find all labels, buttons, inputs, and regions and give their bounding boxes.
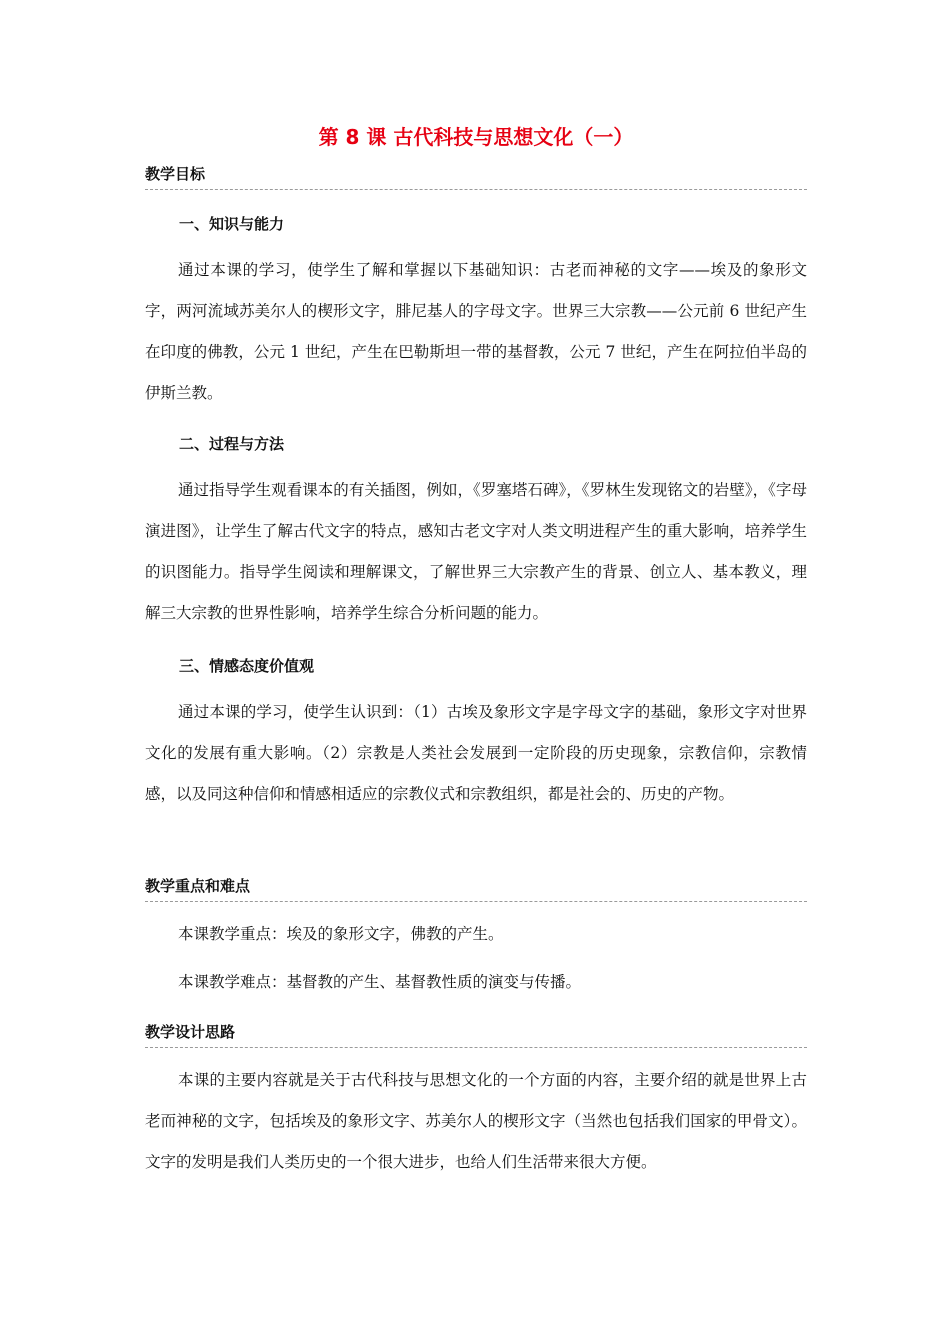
paragraph-difficulty: 本课教学难点：基督教的产生、基督教性质的演变与传播。 [178, 973, 582, 991]
paragraph-values: 通过本课的学习，使学生认识到：（1）古埃及象形文字是字母文字的基础，象形文字对世界文化的发展有重大影响。（2）宗教是人类社会发展到一定阶段的历史现象，宗教信仰，宗教情感，以及同这种信仰和情感相适应的宗教仪式和宗教组织，都是社会的、历史的产物。 [145, 703, 807, 803]
subheading-process: 二、过程与方法 [179, 435, 285, 453]
section-heading-design: 教学设计思路 [145, 1022, 807, 1048]
paragraph-focus: 本课教学重点：埃及的象形文字，佛教的产生。 [178, 925, 504, 943]
paragraph-process: 通过指导学生观看课本的有关插图，例如，《罗塞塔石碑》，《罗林生发现铭文的岩壁》，《字母演进图》，让学生了解古代文字的特点，感知古老文字对人类文明进程产生的重大影响，培养学生的识图能力。指导学生阅读和理解课文，了解世界三大宗教产生的背景、创立人、基本教义，理解三大宗教的世界性影响，培养学生综合分析问题的能力。 [145, 481, 807, 622]
subheading-values: 三、情感态度价值观 [179, 657, 315, 675]
subheading-knowledge: 一、知识与能力 [179, 215, 285, 233]
paragraph-knowledge: 通过本课的学习，使学生了解和掌握以下基础知识：古老而神秘的文字——埃及的象形文字，两河流域苏美尔人的楔形文字，腓尼基人的字母文字。世界三大宗教——公元前 6 世纪产生在印度的佛教，公元 1 世纪，产生在巴勒斯坦一带的基督教，公元 7 世纪，产生在阿拉伯半岛的伊斯兰教。 [145, 261, 807, 402]
page-title: 第 8 课 古代科技与思想文化（一） [318, 125, 634, 149]
paragraph-design: 本课的主要内容就是关于古代科技与思想文化的一个方面的内容，主要介绍的就是世界上古老而神秘的文字，包括埃及的象形文字、苏美尔人的楔形文字（当然也包括我们国家的甲骨文）。文字的发明是我们人类历史的一个很大进步，也给人们生活带来很大方便。 [145, 1071, 807, 1171]
section-heading-goals: 教学目标 [145, 164, 807, 190]
section-heading-key-points: 教学重点和难点 [145, 876, 807, 902]
